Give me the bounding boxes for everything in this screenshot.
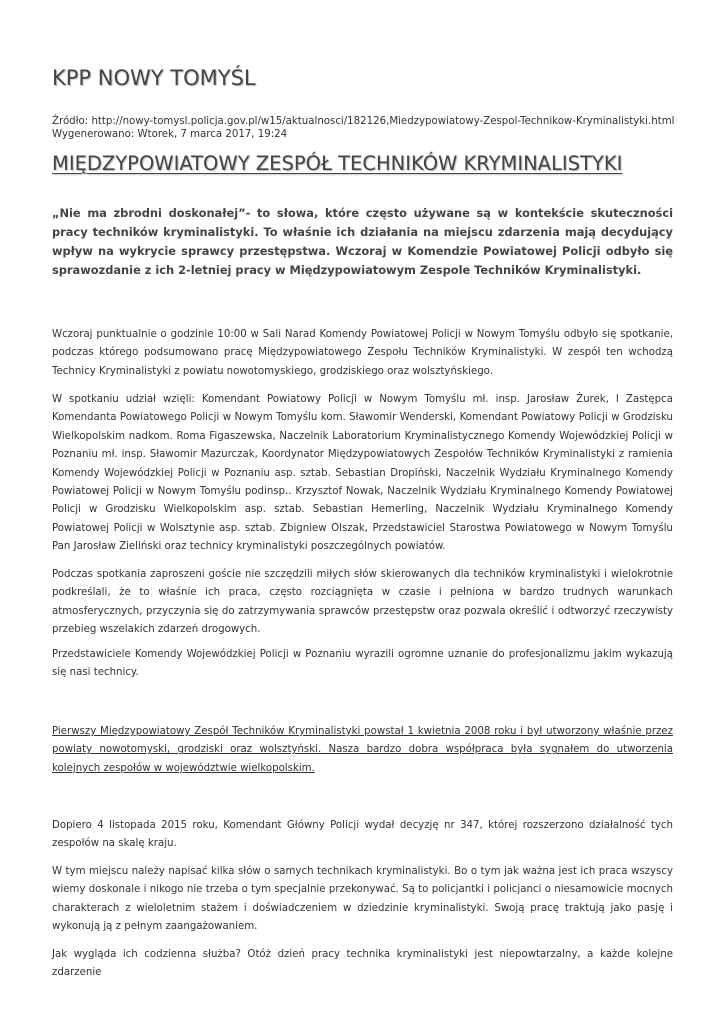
article-paragraph: Jak wygląda ich codzienna służba? Otóż dzień pracy technika kryminalistyki jest niepowtarzalny, a każde kolejne zdarzenie <box>52 949 673 979</box>
document-meta <box>52 115 674 141</box>
article-paragraph-underlined: Pierwszy Międzypowiatowy Zespół Techników Kryminalistyki powstał 1 kwietnia 2008 roku i był utworzony właśnie przez powiaty nowotomyski, grodziski oraz wolsztyński. Nasza bardzo dobra współpraca była sygnałem do utworzenia kolejnych zespołów w województwie wielkopolskim. <box>52 726 673 774</box>
article-title: MIĘDZYPOWIATOWY ZESPÓŁ TECHNIKÓW KRYMINALISTYKI <box>52 152 623 175</box>
article-paragraph: Przedstawiciele Komendy Wojewódzkiej Policji w Poznaniu wyrazili ogromne uznanie do profesjonalizmu jakim wykazują się nasi technicy. <box>52 649 673 679</box>
article-paragraph: Podczas spotkania zaproszeni goście nie szczędzili miłych słów skierowanych dla techników kryminalistyki i wielokrotnie podkreślali, że to właśnie ich praca, często rozciągnięta w czasie i pełniona w bardzo trudnych warunkach atmosferycznych, przyczynia się do zatrzymywania sprawców przestępstw oraz pozwala określić i odtworzyć rzeczywisty przebieg wszelakich zdarzeń drogowych. <box>52 569 673 636</box>
article-paragraph: Wczoraj punktualnie o godzinie 10:00 w Sali Narad Komendy Powiatowej Policji w Nowym Tomyślu odbyło się spotkanie, podczas którego podsumowano pracę Międzypowiatowego Zespołu Techników Kryminalistyki. W zespół ten wchodzą Technicy Kryminalistyki z powiatu nowotomyskiego, grodziskiego oraz wolsztyńskiego. <box>52 329 673 377</box>
generated-date-line: Wygenerowano: Wtorek, 7 marca 2017, 19:24 <box>52 129 288 140</box>
article-lead: „Nie ma zbrodni doskonałej”- to słowa, które często używane są w kontekście skuteczności pracy techników kryminalistyki. To właśnie ich działania na miejscu zdarzenia mają decydujący wpływ na wykrycie sprawcy przestępstwa. Wczoraj w Komendzie Powiatowej Policji odbyło się sprawozdanie z ich 2-letniej pracy w Międzypowiatowym Zespole Techników Kryminalistyki. <box>52 206 673 277</box>
site-title: KPP NOWY TOMYŚL <box>52 66 256 90</box>
article-paragraph: Dopiero 4 listopada 2015 roku, Komendant Główny Policji wydał decyzję nr 347, której rozszerzono działalność tych zespołów na skalę kraju. <box>52 820 673 850</box>
article-paragraph: W spotkaniu udział wzięli: Komendant Powiatowy Policji w Nowym Tomyślu mł. insp. Jarosław Żurek, I Zastępca Komendanta Powiatowego Policji w Nowym Tomyślu kom. Sławomir Wenderski, Komendant Powiatowy Policji w Grodzisku Wielkopolskim nadkom. Roma Figaszewska, Naczelnik Laboratorium Kryminalistycznego Komendy Wojewódzkiej Policji w Poznaniu mł. insp. Sławomir Mazurczak, Koordynator Międzypowiatowych Zespołów Techników Kryminalistyki z ramienia Komendy Wojewódzkiej Policji w Poznaniu asp. sztab. Sebastian Dropiński, Naczelnik Wydziału Kryminalnego Komendy Powiatowej Policji w Nowym Tomyślu podinsp.. Krzysztof Nowak, Naczelnik Wydziału Kryminalnego Komendy Powiatowej Policji w Grodzisku Wielkopolskim asp. sztab. Sebastian Hemerling, Naczelnik Wydziału Kryminalnego Komendy Powiatowej Policji w Wolsztynie asp. sztab. Zbigniew Olszak, Przedstawiciel Starostwa Powiatowego w Nowym Tomyślu Pan Jarosław Zieliński oraz technicy kryminalistyki poszczególnych powiatów. <box>52 394 673 553</box>
article-paragraph: W tym miejscu należy napisać kilka słów o samych technikach kryminalistyki. Bo o tym jak ważna jest ich praca wszyscy wiemy doskonale i nikogo nie trzeba o tym specjalnie przekonywać. Są to policjantki i policjanci o niesamowicie mocnych charakterach z wieloletnim stażem i doświadczeniem w dziedzinie kryminalistyki. Swoją pracę traktują jako pasję i wykonują ją z pełnym zaangażowaniem. <box>52 866 673 933</box>
source-url-line: Źródło: http://nowy-tomysl.policja.gov.pl/w15/aktualnosci/182126,Miedzypowiatowy-Zespol-Technikow-Kryminalistyki.html <box>52 116 675 127</box>
